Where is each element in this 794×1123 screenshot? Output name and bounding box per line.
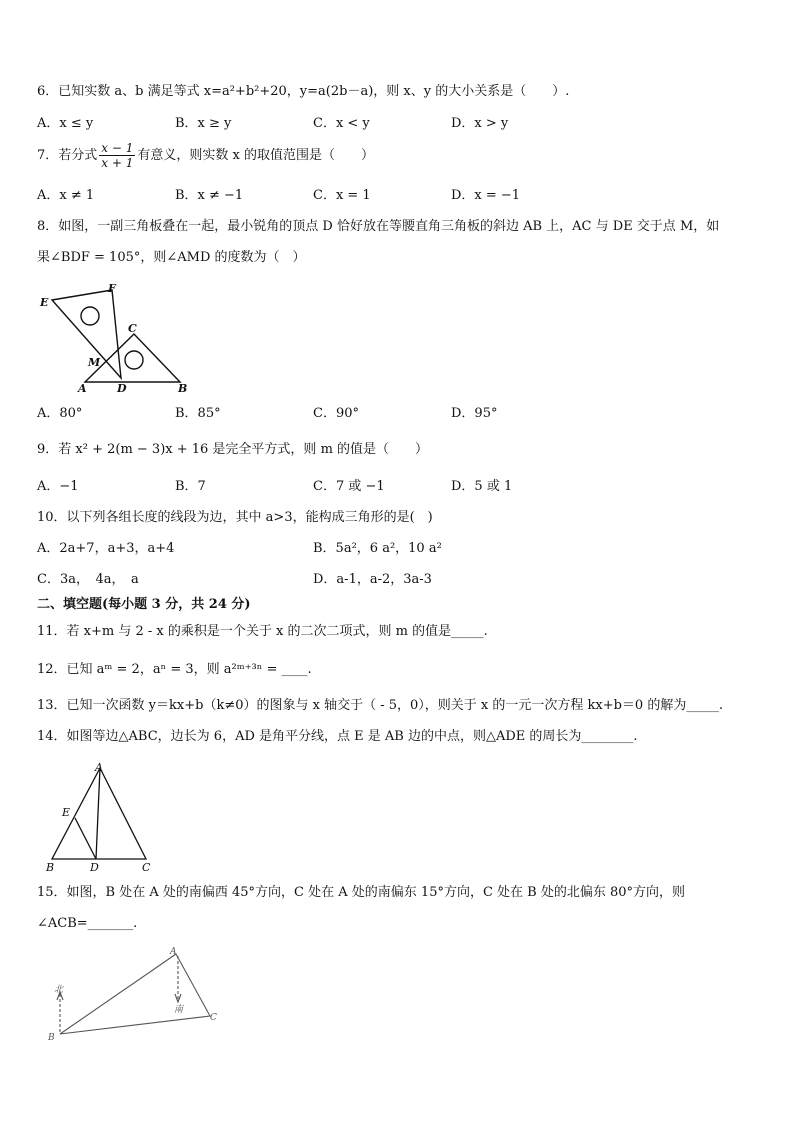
q8-label-b: B <box>178 382 188 395</box>
q8-figure <box>38 282 198 397</box>
q8-label-e: E <box>40 296 49 309</box>
q10-option-c: C．3a， 4a， a <box>37 572 139 587</box>
q14-segment-ad <box>96 768 100 859</box>
q10-option-a: A．2a+7，a+3，a+4 <box>37 541 175 556</box>
q7-prefix: 7．若分式 <box>37 148 98 163</box>
q8-stem-line1: 8．如图，一副三角板叠在一起，最小锐角的顶点 D 恰好放在等腰直角三角板的斜边 AB 上，AC 与 DE 交于点 M，如 <box>37 219 720 234</box>
q14-label-b: B <box>46 861 55 874</box>
q8-label-f: F <box>108 282 116 295</box>
section-fill-in-title: 二、填空题(每小题 3 分，共 24 分) <box>37 597 251 612</box>
q8-stem-line2: 果∠BDF = 105°，则∠AMD 的度数为（ ） <box>37 250 306 265</box>
q8-option-d: D．95° <box>451 406 498 421</box>
q9-option-b: B．7 <box>175 479 206 494</box>
q7-option-c: C．x = 1 <box>313 188 371 203</box>
q8-circle-left <box>81 307 99 325</box>
q14-segment-ed <box>75 818 96 859</box>
q8-circle-right <box>125 351 143 369</box>
q10-option-d: D．a-1，a-2，3a-3 <box>313 572 432 587</box>
q15-label-a: A <box>170 947 177 957</box>
q8-label-c: C <box>128 322 137 335</box>
q14-stem: 14．如图等边△ABC，边长为 6，AD 是角平分线，点 E 是 AB 边的中点，则△ADE 的周长为________. <box>37 729 638 744</box>
q7-fraction-denominator: x + 1 <box>101 156 134 170</box>
q12-stem: 12．已知 aᵐ = 2，aⁿ = 3，则 a²ᵐ⁺³ⁿ = ____. <box>37 662 312 677</box>
q15-figure <box>44 944 234 1044</box>
q7-option-b: B．x ≠ −1 <box>175 188 244 203</box>
q13-stem: 13．已知一次函数 y＝kx+b（k≠0）的图象与 x 轴交于（ - 5，0），则关于 x 的一元一次方程 kx+b＝0 的解为_____. <box>37 698 723 713</box>
q8-option-b: B．85° <box>175 406 221 421</box>
q7-option-a: A．x ≠ 1 <box>37 188 95 203</box>
q15-label-south: 南 <box>174 1005 184 1015</box>
q9-option-a: A．−1 <box>37 479 79 494</box>
q14-label-d: D <box>90 861 99 874</box>
q14-label-e: E <box>62 806 71 819</box>
q7-fraction <box>99 141 135 170</box>
q6-option-d: D．x > y <box>451 116 509 131</box>
q15-label-c: C <box>210 1013 217 1023</box>
q10-stem: 10．以下列各组长度的线段为边，其中 a>3，能构成三角形的是( ) <box>37 510 433 525</box>
q7-fraction-numerator: x − 1 <box>101 141 134 155</box>
q9-stem: 9．若 x² + 2(m − 3)x + 16 是完全平方式，则 m 的值是（ ） <box>37 442 429 457</box>
q15-label-north: 北 <box>54 985 64 995</box>
q14-label-a: A <box>95 761 103 774</box>
q8-triangle-edf <box>52 290 121 378</box>
q8-label-d: D <box>117 382 127 395</box>
q14-figure <box>44 760 159 875</box>
q6-stem: 6．已知实数 a、b 满足等式 x=a²+b²+20，y=a(2b－a)，则 x、y 的大小关系是（ ）. <box>37 84 570 99</box>
q6-option-a: A．x ≤ y <box>37 116 94 131</box>
q15-stem-line1: 15．如图，B 处在 A 处的南偏西 45°方向，C 处在 A 处的南偏东 15°方向，C 处在 B 处的北偏东 80°方向，则 <box>37 885 686 900</box>
q6-option-b: B．x ≥ y <box>175 116 232 131</box>
q6-option-c: C．x < y <box>313 116 370 131</box>
q14-label-c: C <box>142 861 151 874</box>
q9-option-c: C．7 或 −1 <box>313 479 385 494</box>
q7-option-d: D．x = −1 <box>451 188 521 203</box>
q15-stem-line2: ∠ACB=_______. <box>37 916 138 931</box>
q7-suffix: 有意义，则实数 x 的取值范围是（ ） <box>137 148 374 163</box>
q10-option-b: B．5a²，6 a²，10 a² <box>313 541 442 556</box>
q9-option-d: D．5 或 1 <box>451 479 513 494</box>
q8-option-c: C．90° <box>313 406 359 421</box>
q15-triangle-abc <box>60 954 210 1034</box>
q8-option-a: A．80° <box>37 406 83 421</box>
q7-stem <box>37 141 374 170</box>
q15-label-b: B <box>48 1033 55 1043</box>
q8-label-a: A <box>78 382 87 395</box>
q11-stem: 11．若 x+m 与 2 - x 的乘积是一个关于 x 的二次二项式，则 m 的值是_____. <box>37 624 488 639</box>
q8-label-m: M <box>88 356 101 369</box>
